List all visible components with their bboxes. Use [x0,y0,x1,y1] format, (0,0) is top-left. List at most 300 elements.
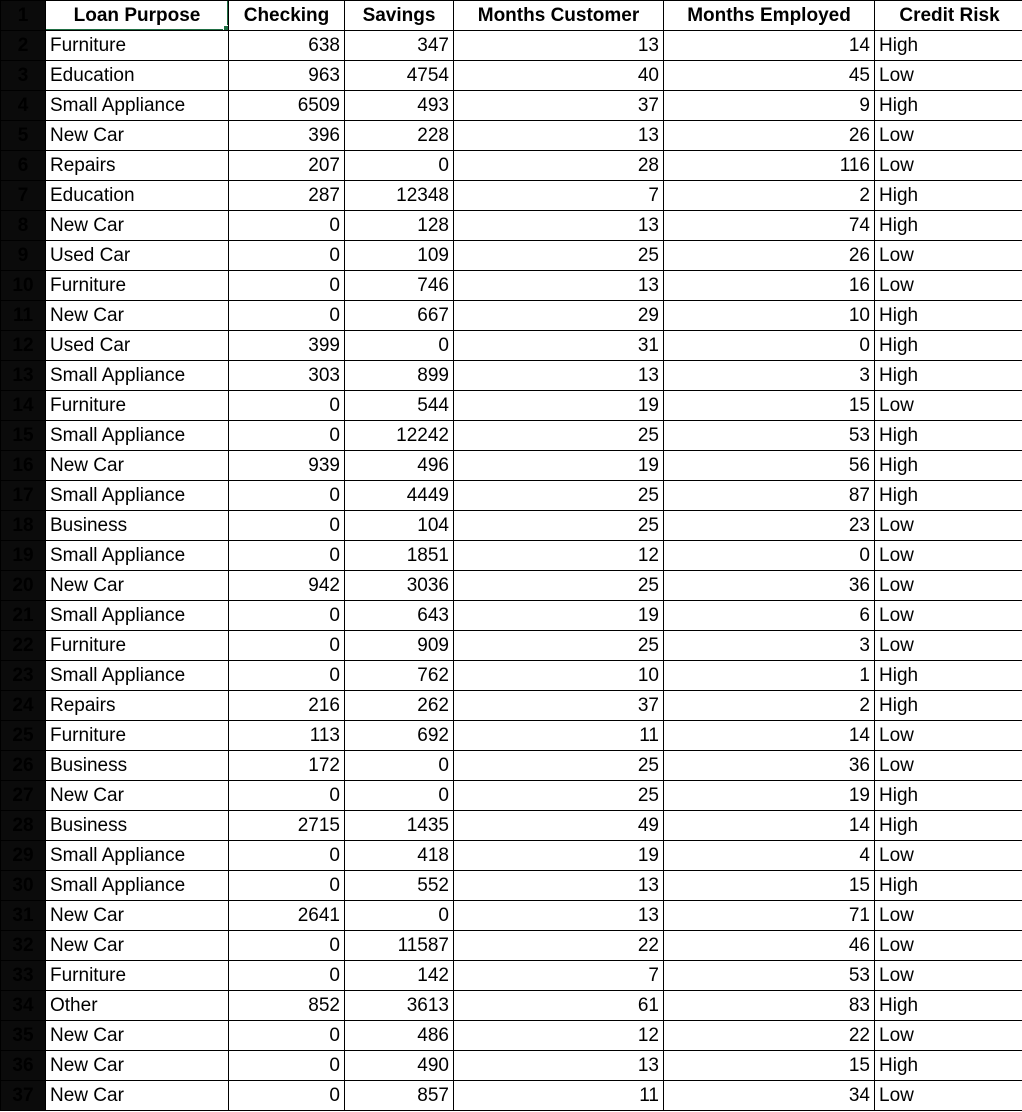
cell-savings[interactable]: 0 [345,901,454,931]
cell-months-employed[interactable]: 15 [664,391,875,421]
cell-checking[interactable]: 0 [229,511,345,541]
cell-checking[interactable]: 0 [229,1021,345,1051]
cell-months-customer[interactable]: 12 [454,541,664,571]
cell-savings[interactable]: 128 [345,211,454,241]
cell-checking[interactable]: 0 [229,541,345,571]
cell-months-employed[interactable]: 36 [664,751,875,781]
cell-months-customer[interactable]: 37 [454,691,664,721]
cell-months-customer[interactable]: 13 [454,31,664,61]
cell-checking[interactable]: 399 [229,331,345,361]
cell-months-employed[interactable]: 1 [664,661,875,691]
cell-checking[interactable]: 0 [229,1081,345,1111]
cell-months-customer[interactable]: 25 [454,571,664,601]
cell-loan-purpose[interactable]: Small Appliance [46,91,229,121]
header-cell-loan-purpose[interactable] [46,1,229,31]
cell-credit-risk[interactable]: Low [875,511,1022,541]
table-row [1,301,1022,331]
cell-checking[interactable]: 0 [229,271,345,301]
cell-credit-risk[interactable]: High [875,811,1022,841]
cell-months-employed[interactable]: 0 [664,541,875,571]
cell-loan-purpose[interactable]: New Car [46,1051,229,1081]
cell-checking[interactable]: 0 [229,631,345,661]
table-row [1,151,1022,181]
cell-months-customer[interactable]: 22 [454,931,664,961]
cell-credit-risk[interactable]: High [875,481,1022,511]
table-row [1,91,1022,121]
cell-loan-purpose[interactable]: New Car [46,451,229,481]
cell-months-employed[interactable]: 36 [664,571,875,601]
header-cell-savings[interactable]: Savings [345,1,454,31]
cell-loan-purpose[interactable]: Used Car [46,241,229,271]
cell-credit-risk[interactable]: Low [875,1021,1022,1051]
cell-months-customer[interactable]: 25 [454,751,664,781]
cell-months-employed[interactable]: 74 [664,211,875,241]
table-row [1,781,1022,811]
table-row [1,811,1022,841]
header-cell-months-employed[interactable]: Months Employed [664,1,875,31]
cell-months-employed[interactable]: 16 [664,271,875,301]
cell-months-employed[interactable]: 46 [664,931,875,961]
cell-savings[interactable]: 552 [345,871,454,901]
cell-months-employed[interactable]: 45 [664,61,875,91]
cell-checking[interactable]: 0 [229,211,345,241]
cell-checking[interactable]: 396 [229,121,345,151]
cell-checking[interactable]: 0 [229,301,345,331]
cell-checking[interactable]: 207 [229,151,345,181]
row-header[interactable]: 20 [1,571,46,601]
cell-savings[interactable]: 1435 [345,811,454,841]
cell-loan-purpose[interactable]: Business [46,811,229,841]
cell-loan-purpose[interactable]: Small Appliance [46,841,229,871]
header-cell-months-customer[interactable]: Months Customer [454,1,664,31]
cell-savings[interactable]: 667 [345,301,454,331]
cell-checking[interactable]: 852 [229,991,345,1021]
cell-credit-risk[interactable]: Low [875,541,1022,571]
cell-months-customer[interactable]: 37 [454,91,664,121]
cell-credit-risk[interactable]: Low [875,391,1022,421]
table-row [1,1021,1022,1051]
cell-checking[interactable]: 0 [229,1051,345,1081]
cell-months-employed[interactable]: 9 [664,91,875,121]
cell-checking[interactable]: 0 [229,781,345,811]
fill-handle[interactable] [223,25,229,31]
row-header[interactable]: 28 [1,811,46,841]
table-row [1,691,1022,721]
table-row [1,661,1022,691]
cell-months-employed[interactable]: 22 [664,1021,875,1051]
table-row [1,511,1022,541]
table-row [1,271,1022,301]
cell-savings[interactable]: 0 [345,151,454,181]
cell-months-employed[interactable]: 15 [664,1051,875,1081]
row-header[interactable]: 33 [1,961,46,991]
cell-credit-risk[interactable]: Low [875,961,1022,991]
row-header[interactable]: 11 [1,301,46,331]
cell-savings[interactable]: 544 [345,391,454,421]
cell-checking[interactable]: 0 [229,871,345,901]
cell-savings[interactable]: 4754 [345,61,454,91]
selection-border [46,29,228,31]
header-cell-checking[interactable]: Checking [229,1,345,31]
cell-savings[interactable]: 3613 [345,991,454,1021]
cell-credit-risk[interactable]: High [875,331,1022,361]
row-header[interactable]: 24 [1,691,46,721]
row-header[interactable]: 8 [1,211,46,241]
row-header[interactable]: 29 [1,841,46,871]
cell-months-customer[interactable]: 25 [454,631,664,661]
row-header[interactable]: 23 [1,661,46,691]
cell-months-customer[interactable]: 19 [454,841,664,871]
cell-savings[interactable]: 0 [345,781,454,811]
row-header[interactable]: 26 [1,751,46,781]
cell-credit-risk[interactable]: High [875,361,1022,391]
row-header[interactable]: 3 [1,61,46,91]
row-header[interactable]: 31 [1,901,46,931]
cell-loan-purpose[interactable]: Used Car [46,331,229,361]
cell-savings[interactable]: 496 [345,451,454,481]
cell-checking[interactable]: 113 [229,721,345,751]
table-row [1,601,1022,631]
cell-loan-purpose[interactable]: Furniture [46,721,229,751]
cell-credit-risk[interactable]: Low [875,1081,1022,1111]
cell-months-employed[interactable]: 116 [664,151,875,181]
cell-loan-purpose[interactable]: Business [46,511,229,541]
cell-credit-risk[interactable]: High [875,871,1022,901]
cell-credit-risk[interactable]: High [875,421,1022,451]
table-row [1,571,1022,601]
cell-months-employed[interactable]: 3 [664,361,875,391]
cell-months-employed[interactable]: 19 [664,781,875,811]
cell-savings[interactable]: 11587 [345,931,454,961]
cell-checking[interactable]: 0 [229,241,345,271]
cell-savings[interactable]: 228 [345,121,454,151]
header-cell-credit-risk[interactable]: Credit Risk [875,1,1022,31]
cell-months-employed[interactable]: 71 [664,901,875,931]
cell-checking[interactable]: 287 [229,181,345,211]
row-header[interactable]: 35 [1,1021,46,1051]
row-header[interactable]: 13 [1,361,46,391]
row-header[interactable]: 18 [1,511,46,541]
cell-months-customer[interactable]: 49 [454,811,664,841]
cell-credit-risk[interactable]: High [875,451,1022,481]
cell-months-employed[interactable]: 14 [664,721,875,751]
cell-loan-purpose[interactable]: Furniture [46,391,229,421]
table-row [1,841,1022,871]
table-row [1,631,1022,661]
cell-months-customer[interactable]: 25 [454,241,664,271]
cell-credit-risk[interactable]: Low [875,631,1022,661]
table-row [1,121,1022,151]
cell-savings[interactable]: 0 [345,751,454,781]
row-header[interactable]: 1 [1,1,46,31]
table-row [1,1051,1022,1081]
table-row [1,541,1022,571]
cell-savings[interactable]: 490 [345,1051,454,1081]
table-row [1,481,1022,511]
cell-months-employed[interactable]: 10 [664,301,875,331]
cell-checking[interactable]: 963 [229,61,345,91]
cell-checking[interactable]: 2715 [229,811,345,841]
cell-months-employed[interactable]: 34 [664,1081,875,1111]
cell-savings[interactable]: 12348 [345,181,454,211]
cell-savings[interactable]: 746 [345,271,454,301]
row-header[interactable]: 19 [1,541,46,571]
cell-savings[interactable]: 109 [345,241,454,271]
cell-savings[interactable]: 486 [345,1021,454,1051]
row-header[interactable]: 37 [1,1081,46,1111]
cell-savings[interactable]: 418 [345,841,454,871]
cell-months-customer[interactable]: 13 [454,901,664,931]
cell-months-customer[interactable]: 10 [454,661,664,691]
cell-savings[interactable]: 142 [345,961,454,991]
cell-months-employed[interactable]: 53 [664,421,875,451]
table-row [1,181,1022,211]
cell-credit-risk[interactable]: Low [875,121,1022,151]
table-row [1,331,1022,361]
cell-months-customer[interactable]: 13 [454,271,664,301]
row-header[interactable]: 14 [1,391,46,421]
cell-credit-risk[interactable]: High [875,661,1022,691]
cell-months-employed[interactable]: 87 [664,481,875,511]
cell-credit-risk[interactable]: Low [875,751,1022,781]
cell-months-employed[interactable]: 2 [664,691,875,721]
cell-loan-purpose[interactable]: New Car [46,901,229,931]
cell-loan-purpose[interactable]: Small Appliance [46,661,229,691]
table-row [1,451,1022,481]
row-header[interactable]: 22 [1,631,46,661]
cell-months-customer[interactable]: 25 [454,781,664,811]
cell-loan-purpose[interactable]: New Car [46,121,229,151]
cell-months-customer[interactable]: 19 [454,451,664,481]
cell-months-customer[interactable]: 11 [454,721,664,751]
cell-credit-risk[interactable]: High [875,211,1022,241]
table-row [1,931,1022,961]
cell-loan-purpose[interactable]: New Car [46,1021,229,1051]
row-header[interactable]: 30 [1,871,46,901]
cell-months-employed[interactable]: 6 [664,601,875,631]
cell-checking[interactable]: 6509 [229,91,345,121]
cell-months-employed[interactable]: 15 [664,871,875,901]
cell-months-employed[interactable]: 56 [664,451,875,481]
cell-months-customer[interactable]: 19 [454,391,664,421]
cell-credit-risk[interactable]: High [875,301,1022,331]
cell-credit-risk[interactable]: High [875,1051,1022,1081]
cell-savings[interactable]: 0 [345,331,454,361]
cell-credit-risk[interactable]: Low [875,601,1022,631]
cell-months-customer[interactable]: 25 [454,511,664,541]
header-label: Loan Purpose [73,5,201,26]
row-header[interactable]: 4 [1,91,46,121]
table-row [1,421,1022,451]
row-header[interactable]: 16 [1,451,46,481]
cell-credit-risk[interactable]: Low [875,901,1022,931]
cell-months-employed[interactable]: 26 [664,241,875,271]
cell-loan-purpose[interactable]: New Car [46,301,229,331]
cell-months-customer[interactable]: 61 [454,991,664,1021]
cell-checking[interactable]: 172 [229,751,345,781]
cell-credit-risk[interactable]: High [875,991,1022,1021]
cell-savings[interactable]: 3036 [345,571,454,601]
cell-savings[interactable]: 262 [345,691,454,721]
cell-loan-purpose[interactable]: Small Appliance [46,481,229,511]
cell-months-customer[interactable]: 7 [454,961,664,991]
sheet-body [1,1,1022,1111]
cell-checking[interactable]: 0 [229,841,345,871]
cell-credit-risk[interactable]: Low [875,271,1022,301]
cell-months-customer[interactable]: 25 [454,481,664,511]
cell-credit-risk[interactable]: Low [875,571,1022,601]
row-header[interactable]: 34 [1,991,46,1021]
cell-loan-purpose[interactable]: New Car [46,781,229,811]
cell-savings[interactable]: 493 [345,91,454,121]
cell-loan-purpose[interactable]: Small Appliance [46,541,229,571]
cell-loan-purpose[interactable]: New Car [46,1081,229,1111]
table-row [1,211,1022,241]
cell-checking[interactable]: 0 [229,931,345,961]
cell-months-customer[interactable]: 7 [454,181,664,211]
cell-savings[interactable]: 1851 [345,541,454,571]
cell-loan-purpose[interactable]: Repairs [46,151,229,181]
table-row [1,241,1022,271]
row-header[interactable]: 12 [1,331,46,361]
cell-months-customer[interactable]: 28 [454,151,664,181]
table-row [1,721,1022,751]
cell-savings[interactable]: 857 [345,1081,454,1111]
cell-months-employed[interactable]: 3 [664,631,875,661]
table-row [1,1081,1022,1111]
cell-checking[interactable]: 216 [229,691,345,721]
cell-credit-risk[interactable]: Low [875,931,1022,961]
row-header[interactable]: 9 [1,241,46,271]
table-row [1,61,1022,91]
row-header[interactable]: 25 [1,721,46,751]
cell-months-employed[interactable]: 23 [664,511,875,541]
cell-savings[interactable]: 12242 [345,421,454,451]
cell-checking[interactable]: 638 [229,31,345,61]
table-row [1,751,1022,781]
cell-credit-risk[interactable]: High [875,91,1022,121]
cell-loan-purpose[interactable]: Small Appliance [46,871,229,901]
cell-months-employed[interactable]: 53 [664,961,875,991]
cell-credit-risk[interactable]: High [875,181,1022,211]
cell-checking[interactable]: 0 [229,961,345,991]
cell-months-employed[interactable]: 14 [664,31,875,61]
cell-months-employed[interactable]: 2 [664,181,875,211]
row-header[interactable]: 2 [1,31,46,61]
cell-credit-risk[interactable]: High [875,31,1022,61]
cell-credit-risk[interactable]: High [875,781,1022,811]
cell-checking[interactable]: 0 [229,601,345,631]
cell-savings[interactable]: 692 [345,721,454,751]
cell-loan-purpose[interactable]: New Car [46,931,229,961]
cell-months-customer[interactable]: 13 [454,361,664,391]
cell-loan-purpose[interactable]: Repairs [46,691,229,721]
cell-loan-purpose[interactable]: Education [46,61,229,91]
cell-checking[interactable]: 2641 [229,901,345,931]
cell-loan-purpose[interactable]: New Car [46,571,229,601]
cell-savings[interactable]: 347 [345,31,454,61]
cell-months-customer[interactable]: 13 [454,121,664,151]
cell-checking[interactable]: 0 [229,661,345,691]
cell-months-customer[interactable]: 19 [454,601,664,631]
table-row [1,361,1022,391]
cell-months-customer[interactable]: 29 [454,301,664,331]
cell-savings[interactable]: 899 [345,361,454,391]
cell-credit-risk[interactable]: Low [875,721,1022,751]
table-row [1,961,1022,991]
table-row [1,31,1022,61]
cell-checking[interactable]: 939 [229,451,345,481]
cell-months-employed[interactable]: 14 [664,811,875,841]
cell-loan-purpose[interactable]: Furniture [46,31,229,61]
cell-loan-purpose[interactable]: Furniture [46,271,229,301]
cell-savings[interactable]: 4449 [345,481,454,511]
cell-months-customer[interactable]: 11 [454,1081,664,1111]
cell-checking[interactable]: 303 [229,361,345,391]
cell-months-customer[interactable]: 12 [454,1021,664,1051]
cell-loan-purpose[interactable]: Furniture [46,631,229,661]
cell-loan-purpose[interactable]: Other [46,991,229,1021]
cell-months-customer[interactable]: 13 [454,1051,664,1081]
cell-credit-risk[interactable]: Low [875,841,1022,871]
cell-checking[interactable]: 942 [229,571,345,601]
cell-credit-risk[interactable]: Low [875,61,1022,91]
row-header[interactable]: 36 [1,1051,46,1081]
cell-loan-purpose[interactable]: Small Appliance [46,601,229,631]
cell-months-customer[interactable]: 13 [454,211,664,241]
row-header[interactable]: 32 [1,931,46,961]
cell-months-customer[interactable]: 31 [454,331,664,361]
row-header[interactable]: 6 [1,151,46,181]
header-row [1,1,1022,31]
cell-checking[interactable]: 0 [229,391,345,421]
cell-loan-purpose[interactable]: Small Appliance [46,361,229,391]
cell-credit-risk[interactable]: Low [875,241,1022,271]
table-row [1,391,1022,421]
cell-loan-purpose[interactable]: Furniture [46,961,229,991]
cell-months-employed[interactable]: 83 [664,991,875,1021]
cell-savings[interactable]: 643 [345,601,454,631]
cell-checking[interactable]: 0 [229,421,345,451]
cell-months-customer[interactable]: 40 [454,61,664,91]
cell-months-employed[interactable]: 4 [664,841,875,871]
cell-credit-risk[interactable]: Low [875,151,1022,181]
cell-savings[interactable]: 104 [345,511,454,541]
cell-loan-purpose[interactable]: Small Appliance [46,421,229,451]
cell-credit-risk[interactable]: High [875,691,1022,721]
cell-checking[interactable]: 0 [229,481,345,511]
table-row [1,871,1022,901]
row-header[interactable]: 15 [1,421,46,451]
cell-savings[interactable]: 909 [345,631,454,661]
cell-loan-purpose[interactable]: New Car [46,211,229,241]
row-header[interactable]: 21 [1,601,46,631]
row-header[interactable]: 17 [1,481,46,511]
row-header[interactable]: 27 [1,781,46,811]
row-header[interactable]: 7 [1,181,46,211]
cell-months-employed[interactable]: 26 [664,121,875,151]
cell-loan-purpose[interactable]: Business [46,751,229,781]
cell-loan-purpose[interactable]: Education [46,181,229,211]
cell-savings[interactable]: 762 [345,661,454,691]
table-row [1,901,1022,931]
table-row [1,991,1022,1021]
row-header[interactable]: 10 [1,271,46,301]
cell-months-customer[interactable]: 13 [454,871,664,901]
cell-months-employed[interactable]: 0 [664,331,875,361]
cell-months-customer[interactable]: 25 [454,421,664,451]
row-header[interactable]: 5 [1,121,46,151]
